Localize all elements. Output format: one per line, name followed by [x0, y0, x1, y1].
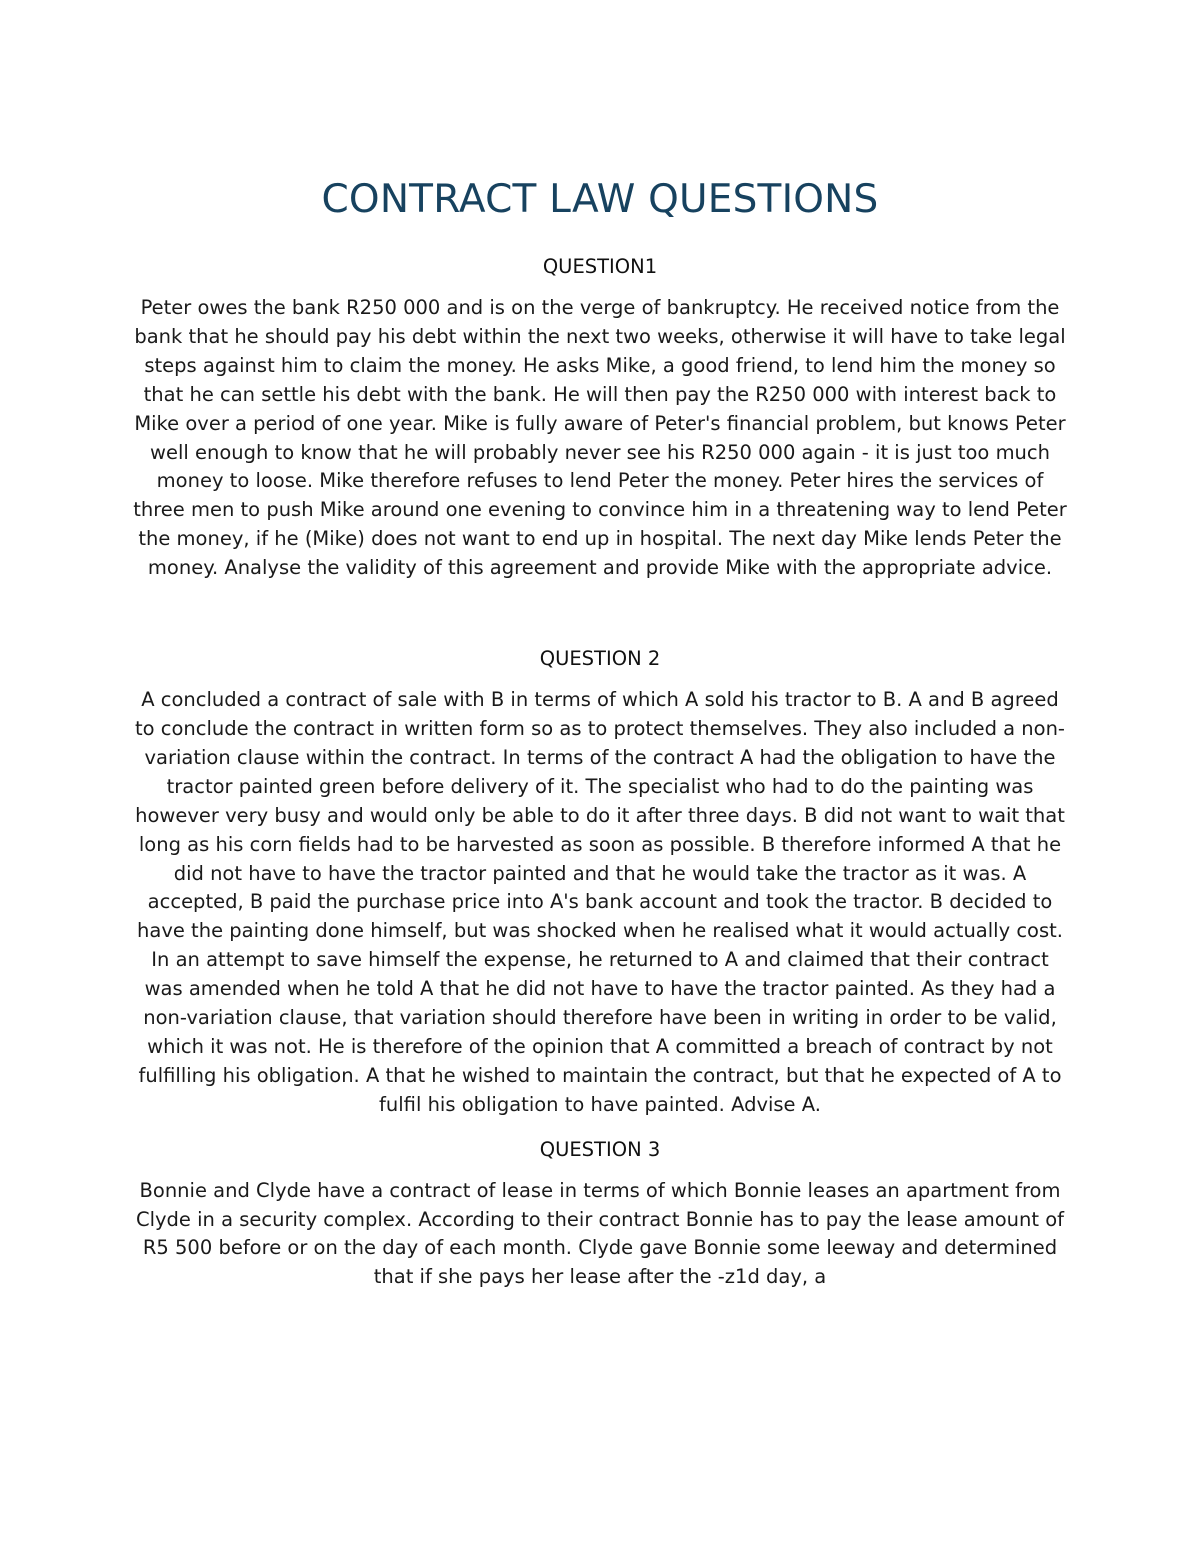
question-3-text: Bonnie and Clyde have a contract of lease in terms of which Bonnie leases an apartment from Clyde in a security complex. According to their contract Bonnie has to pay the lease amount of R5 500 before or on the day of each month. Clyde gave Bonnie some leeway and determined that if she pays her lease after the -z1d day, a — [135, 1178, 1065, 1289]
question-3 — [130, 1135, 1070, 1293]
question-2-text: A concluded a contract of sale with B in terms of which A sold his tractor to B. A and B agreed to conclude the contract in written form so as to protect themselves. They also included a non-variation clause within the contract. In terms of the contract A had the obligation to have the tractor painted green before delivery of it. The specialist who had to do the painting was however very busy and would only be able to do it after three days. B did not want to wait that long as his corn fields had to be harvested as soon as possible. B therefore informed A that he did not have to have the tractor painted and that he would take the tractor as it was. A accepted, B paid the purchase price into A's bank account and took the tractor. B decided to have the painting done himself, but was shocked when he realised what it would actually cost. In an attempt to save himself the expense, he returned to A and claimed that their contract was amended when he told A that he did not have to have the tractor painted. As they had a non-variation clause, that variation should therefore have been in writing in order to be valid, which it was not. He is therefore of the opinion that A committed a breach of contract by not fulfilling his obligation. A that he wished to maintain the contract, but that he expected of A to fulfil his obligation to have painted. Advise A. — [135, 688, 1065, 1116]
document-title: CONTRACT LAW QUESTIONS — [321, 177, 879, 222]
document-page — [130, 170, 1070, 1292]
question-1-text: Peter owes the bank R250 000 and is on the verge of bankruptcy. He received notice from the bank that he should pay his debt within the next two weeks, otherwise it will have to take legal steps against him to claim the money. He asks Mike, a good friend, to lend him the money so that he can settle his debt with the bank. He will then pay the R250 000 with interest back to Mike over a period of one year. Mike is fully aware of Peter's financial problem, but knows Peter well enough to know that he will probably never see his R250 000 again - it is just too much money to loose. Mike therefore refuses to lend Peter the money. Peter hires the services of three men to push Mike around one evening to convince him in a threatening way to lend Peter the money, if he (Mike) does not want to end up in hospital. The next day Mike lends Peter the money. Analyse the validity of this agreement and provide Mike with the appropriate advice. — [133, 296, 1067, 580]
question-1 — [130, 252, 1070, 583]
question-1-heading: QUESTION1 — [542, 255, 658, 278]
question-2-heading: QUESTION 2 — [539, 647, 661, 671]
question-3-heading: QUESTION 3 — [539, 1137, 661, 1161]
question-2 — [130, 644, 1070, 1120]
